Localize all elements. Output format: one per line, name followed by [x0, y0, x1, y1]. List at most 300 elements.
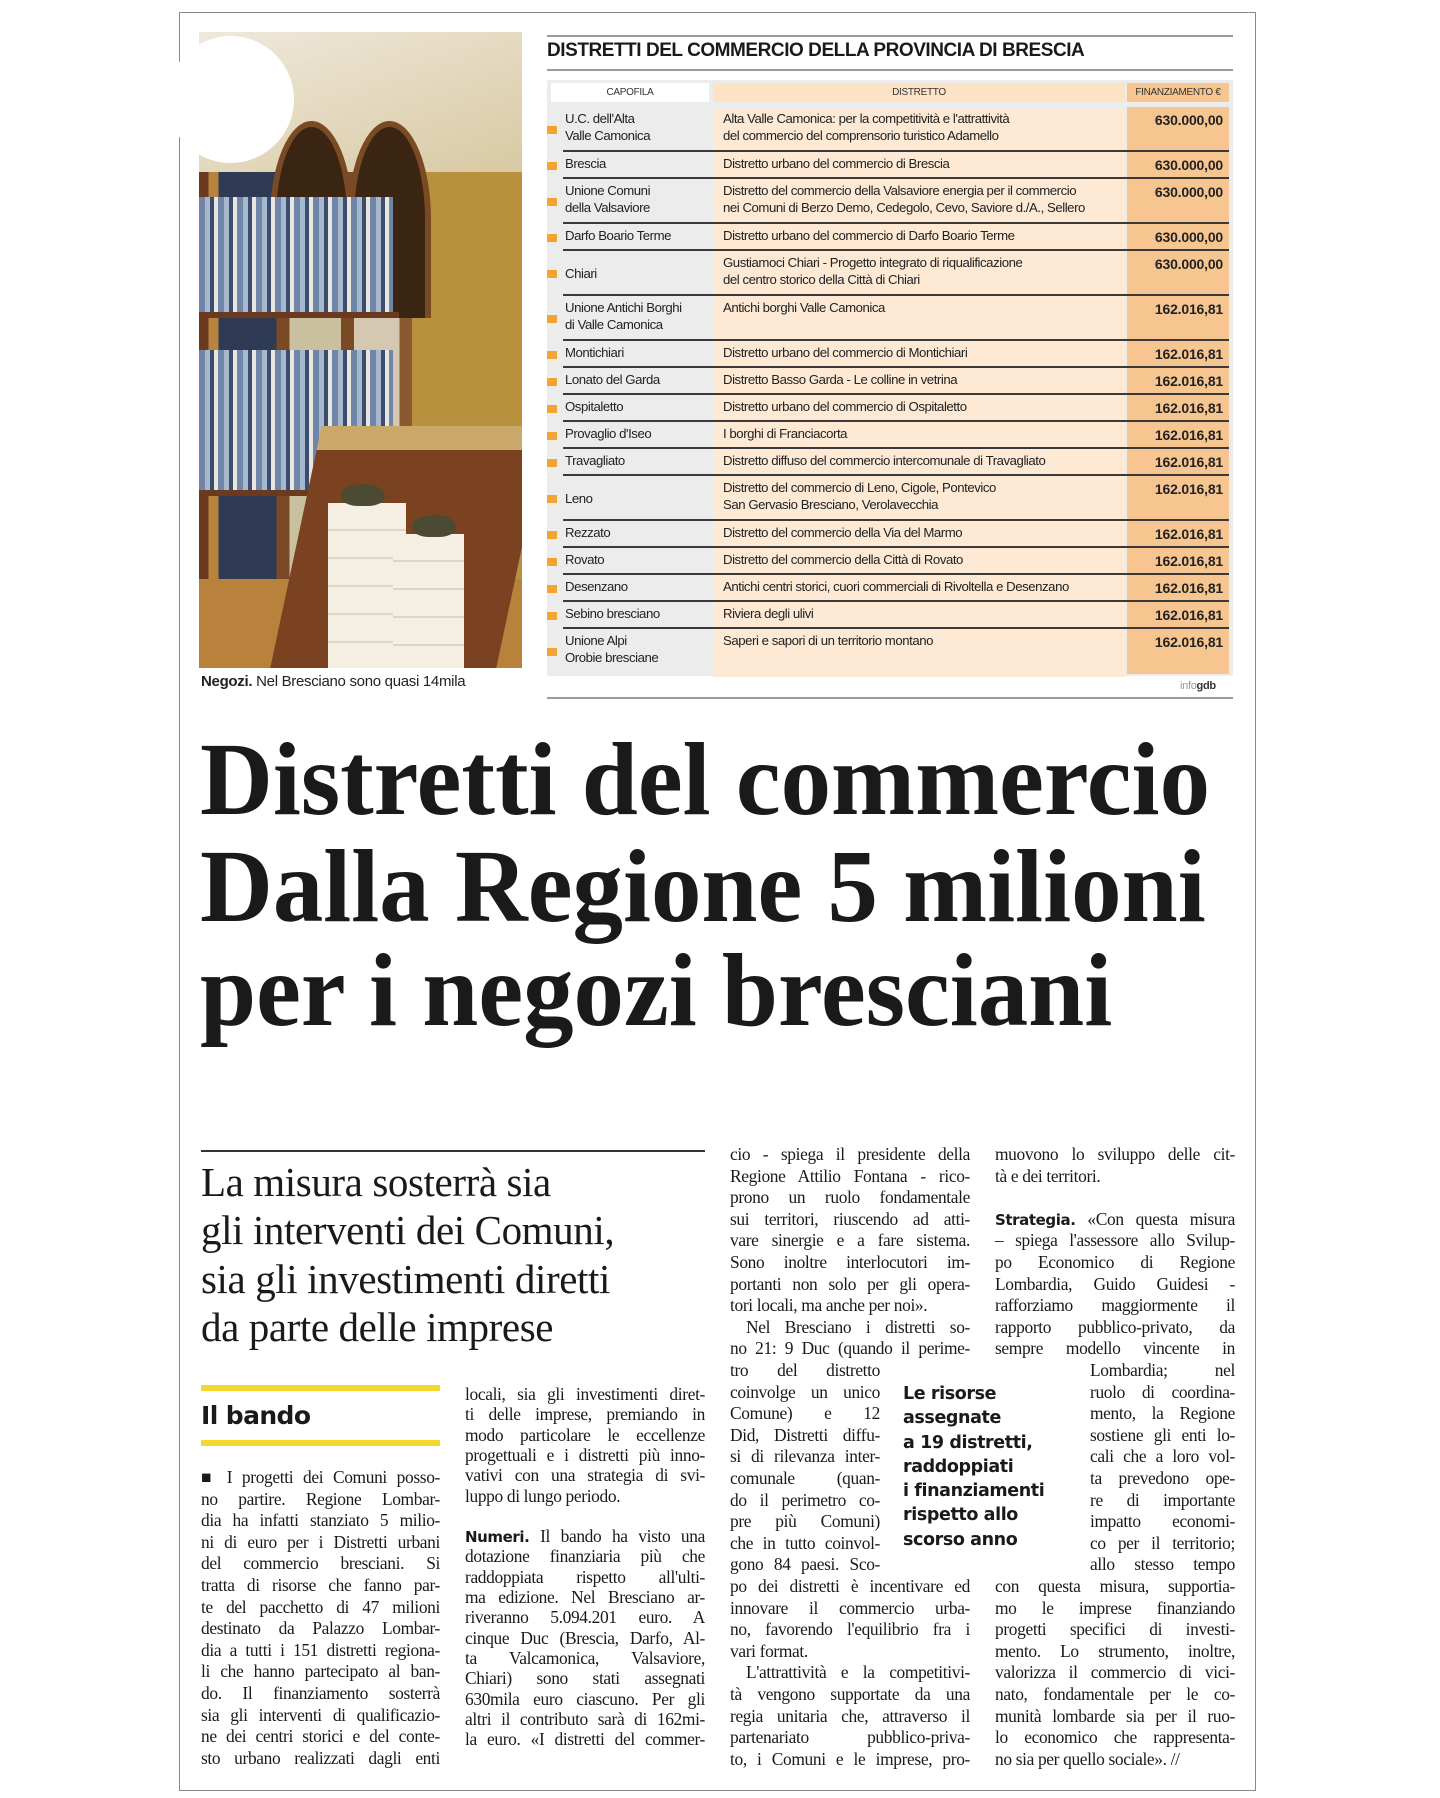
- cell-capofila: [565, 182, 710, 216]
- table-row: [547, 179, 1233, 224]
- line-text: coinvolge un unico: [730, 1381, 880, 1402]
- line-text: Regione Attilio Fontana - rico-: [730, 1165, 970, 1186]
- line-text: Sono inoltre interlocutori im-: [730, 1252, 970, 1272]
- cell-finanziamento: 162.016,81: [1127, 521, 1229, 548]
- line-text: muovono lo sviluppo delle cit-: [995, 1144, 1235, 1164]
- body-text-line: [995, 1144, 1235, 1165]
- body-text-line: [730, 1641, 970, 1662]
- cell-finanziamento: 162.016,81: [1127, 341, 1229, 368]
- body-text-line: [995, 1619, 1235, 1640]
- subheadline: [201, 1158, 614, 1351]
- body-text-line: [201, 1618, 440, 1639]
- line-text: innovare il commercio urba-: [730, 1597, 970, 1618]
- cell-finanziamento: 630.000,00: [1127, 107, 1229, 152]
- line-text: po Economico di Regione: [995, 1252, 1235, 1272]
- line-text: tro del distretto: [730, 1360, 880, 1380]
- cell-distretto: [713, 299, 1125, 344]
- table-row: [547, 107, 1233, 152]
- body-text-line: [1090, 1360, 1235, 1381]
- cell-capofila-line: Montichiari: [565, 345, 624, 360]
- body-text-line: [465, 1709, 705, 1730]
- line-text: regia unitaria che, attraverso il: [730, 1705, 970, 1726]
- body-text-line: [995, 1684, 1235, 1705]
- line-text: tratta di risorse che fanno par-: [201, 1575, 440, 1595]
- line-text: comunale (quan-: [730, 1468, 880, 1488]
- cell-finanziamento: 162.016,81: [1127, 548, 1229, 575]
- body-text-line: [995, 1230, 1235, 1251]
- line-text: re di importante: [1090, 1489, 1235, 1510]
- headline-line-1: Distretti del commercio: [200, 722, 1210, 837]
- subheadline-line: gli interventi dei Comuni,: [201, 1207, 615, 1254]
- pull-quote-line: i finanziamenti: [903, 1481, 1045, 1502]
- cell-finanziamento: 162.016,81: [1127, 575, 1229, 602]
- body-text-line: [995, 1598, 1235, 1619]
- line-text: mento, la Regione: [1090, 1403, 1235, 1424]
- body-text-line: [730, 1749, 970, 1770]
- line-text: vari format.: [730, 1640, 808, 1661]
- row-marker-icon: [547, 648, 557, 656]
- box-top-bar: [201, 1385, 440, 1391]
- box-title: Il bando: [201, 1401, 311, 1430]
- line-text: Did, Distretti diffu-: [730, 1424, 880, 1445]
- line-text: progettuali e i distretti più inno-: [465, 1444, 705, 1465]
- body-text-line: [1090, 1533, 1235, 1554]
- row-marker-icon: [547, 558, 557, 566]
- cell-distretto-line: Distretto urbano del commercio di Brescia: [723, 156, 950, 171]
- cell-distretto-line: del commercio del comprensorio turistico Adamello: [723, 128, 999, 143]
- cell-distretto-line: Distretto Basso Garda - Le colline in vetrina: [723, 372, 958, 387]
- cell-capofila-line: Rovato: [565, 552, 605, 567]
- line-text: tà e dei territori.: [995, 1165, 1101, 1186]
- row-marker-icon: [547, 351, 557, 359]
- cell-capofila-line: Unione Comuni: [565, 183, 651, 198]
- cell-distretto: [713, 632, 1125, 677]
- credit-prefix: info: [1180, 680, 1197, 692]
- line-text: allo stesso tempo: [1090, 1554, 1235, 1575]
- line-text: no sia per quello sociale». //: [995, 1748, 1180, 1769]
- body-text-line: [465, 1465, 705, 1486]
- body-text-line: [995, 1662, 1235, 1683]
- cell-capofila-line: Orobie bresciane: [565, 650, 659, 665]
- subheadline-line: sia gli investimenti diretti: [201, 1255, 610, 1302]
- body-text-line: [465, 1729, 705, 1750]
- line-text: no, favorendo l'equilibrio fra i: [730, 1619, 970, 1640]
- cell-capofila-line: Provaglio d'Iseo: [565, 426, 652, 441]
- header-capofila: CAPOFILA: [551, 83, 709, 102]
- cell-distretto-line: Distretto urbano del commercio di Ospitaletto: [723, 399, 967, 414]
- body-text-line: [730, 1576, 970, 1597]
- table-row: [547, 341, 1233, 368]
- cell-finanziamento: 630.000,00: [1127, 179, 1229, 224]
- infogdb-credit: [1180, 680, 1216, 692]
- photo-caption: [201, 673, 465, 690]
- body-text-line: [730, 1598, 970, 1619]
- body-text-line: [201, 1726, 440, 1747]
- headline-line-2: Dalla Regione 5 milioni: [200, 829, 1206, 944]
- table-row: [547, 251, 1233, 296]
- cell-capofila: [565, 452, 710, 469]
- line-text: modo particolare le eccellenze: [465, 1424, 705, 1445]
- cell-capofila: [565, 490, 710, 507]
- paragraph-lead: Numeri.: [465, 1528, 530, 1547]
- body-text-line: [1090, 1554, 1235, 1575]
- line-text: no 21: 9 Duc (quando il perime-: [730, 1338, 970, 1359]
- body-text-line: [730, 1295, 970, 1316]
- line-text: Lombardia; nel: [1090, 1360, 1235, 1380]
- box-bottom-bar: [201, 1440, 440, 1446]
- line-text: li che hanno partecipato al ban-: [201, 1661, 440, 1682]
- subheadline-rule: [201, 1150, 705, 1152]
- caption-text: Nel Bresciano sono quasi 14mila: [252, 673, 466, 690]
- body-text-line: [201, 1748, 440, 1769]
- line-text: lo economico che rappresenta-: [995, 1727, 1235, 1748]
- line-text: la euro. «I distretti del commer-: [465, 1729, 705, 1750]
- cell-capofila-line: Desenzano: [565, 579, 628, 594]
- body-text-line: [730, 1706, 970, 1727]
- pull-quote-line: Le risorse: [903, 1384, 997, 1404]
- body-text-line: [995, 1252, 1235, 1273]
- cell-capofila-line: Darfo Boario Terme: [565, 228, 671, 243]
- cell-capofila-line: Travagliato: [565, 453, 625, 468]
- pull-quote-line: scorso anno: [903, 1529, 1018, 1550]
- line-text: co per il territorio;: [1090, 1532, 1235, 1553]
- credit-suffix: gdb: [1196, 680, 1216, 692]
- table-row: [547, 476, 1233, 521]
- line-text: locali, sia gli investimenti diret-: [465, 1384, 705, 1404]
- line-text: Comune) e 12: [730, 1403, 880, 1424]
- line-text: vativi con una strategia di svi-: [465, 1465, 705, 1486]
- line-text: do. Il finanziamento sosterrà: [201, 1683, 440, 1703]
- line-text: to, i Comuni e le imprese, pro-: [730, 1748, 970, 1769]
- cell-distretto-line: nei Comuni di Berzo Demo, Cedegolo, Cevo, Saviore d./A., Sellero: [723, 200, 1085, 215]
- body-text-line: [730, 1252, 970, 1273]
- cell-finanziamento: 162.016,81: [1127, 422, 1229, 449]
- cell-capofila-line: Rezzato: [565, 525, 611, 540]
- body-text-line: [730, 1274, 970, 1295]
- cell-capofila: [565, 344, 710, 361]
- row-marker-icon: [547, 270, 557, 278]
- body-text-line: [995, 1641, 1235, 1662]
- cell-distretto-line: Distretto del commercio della Città di Rovato: [723, 552, 963, 567]
- body-text-line: [995, 1295, 1235, 1316]
- cell-capofila: [565, 524, 710, 541]
- row-marker-icon: [547, 234, 557, 242]
- body-text-line: [730, 1511, 880, 1532]
- body-text-line: [995, 1274, 1235, 1295]
- cell-finanziamento: 162.016,81: [1127, 629, 1229, 674]
- body-text-line: [201, 1532, 440, 1553]
- line-text: cali che a loro vol-: [1090, 1446, 1235, 1467]
- body-text-line: [730, 1468, 880, 1489]
- table-row: [547, 422, 1233, 449]
- headline-line-3: per i negozi bresciani: [200, 933, 1113, 1048]
- line-text: luppo di lungo periodo.: [465, 1485, 621, 1506]
- cell-distretto-line: I borghi di Franciacorta: [723, 426, 848, 441]
- cell-finanziamento: 162.016,81: [1127, 395, 1229, 422]
- caption-lead: Negozi.: [201, 673, 253, 690]
- line-text: Nel Bresciano i distretti so-: [746, 1316, 970, 1337]
- body-text-line: [995, 1338, 1235, 1359]
- line-text: portanti non solo per gli opera-: [730, 1273, 970, 1294]
- body-text-line: [201, 1489, 440, 1510]
- cell-distretto-line: Distretto diffuso del commercio intercomunale di Travagliato: [723, 453, 1046, 468]
- table-row: [547, 395, 1233, 422]
- body-text-line: [465, 1689, 705, 1710]
- line-text: Chiari) sono stati assegnati: [465, 1668, 705, 1689]
- cell-capofila: [565, 227, 710, 244]
- white-circle-overlay: [167, 36, 294, 163]
- body-text-line: [995, 1727, 1235, 1748]
- cell-distretto-line: Distretto urbano del commercio di Montichiari: [723, 345, 968, 360]
- body-text-line: [465, 1587, 705, 1608]
- line-text: sto urbano realizzati dagli enti: [201, 1747, 440, 1768]
- cell-capofila: [565, 578, 710, 595]
- row-marker-icon: [547, 495, 557, 503]
- line-text: tà vengono supportate da una: [730, 1684, 970, 1704]
- body-text-line: [730, 1230, 970, 1251]
- body-text-line: [730, 1425, 880, 1446]
- cell-capofila: [565, 605, 710, 622]
- table-top-rule: [547, 35, 1233, 37]
- pull-quote-line: a 19 distretti,: [903, 1432, 1033, 1453]
- line-text: dotazione finanziaria più che: [465, 1546, 705, 1567]
- body-text-line: [465, 1607, 705, 1628]
- line-text: sui territori, riuscendo ad atti-: [730, 1208, 970, 1229]
- cell-capofila: [565, 425, 710, 442]
- line-text: cinque Duc (Brescia, Darfo, Al-: [465, 1627, 705, 1648]
- body-text-line: [465, 1668, 705, 1689]
- line-text: che in tutto coinvol-: [730, 1532, 880, 1553]
- cell-finanziamento: 162.016,81: [1127, 602, 1229, 629]
- body-text-line: [730, 1209, 970, 1230]
- cell-capofila: [565, 398, 710, 415]
- body-text-line: [995, 1706, 1235, 1727]
- cell-distretto-line: Antichi borghi Valle Camonica: [723, 300, 885, 315]
- line-text: ta Valcamonica, Valsaviore,: [465, 1647, 705, 1668]
- line-text: dia ha infatti stanziato 5 milio-: [201, 1510, 440, 1531]
- pull-quote-line: rispetto allo: [903, 1505, 1018, 1526]
- table-row: [547, 548, 1233, 575]
- line-text: no partire. Regione Lombar-: [201, 1488, 440, 1509]
- cell-capofila: [565, 299, 710, 333]
- table-bottom-rule: [547, 697, 1233, 699]
- cell-capofila-line: Valle Camonica: [565, 128, 651, 143]
- body-text-line: [201, 1640, 440, 1661]
- table-row: [547, 575, 1233, 602]
- row-marker-icon: [547, 162, 557, 170]
- body-text-line: [1090, 1382, 1235, 1403]
- cell-capofila: [565, 110, 710, 144]
- body-text-line: [730, 1533, 880, 1554]
- cell-distretto-line: Distretto del commercio di Leno, Cigole, Pontevico: [723, 480, 996, 495]
- body-text-line: [730, 1403, 880, 1424]
- body-text-line: [201, 1467, 440, 1488]
- body-text-line: [465, 1567, 705, 1588]
- body-text-line: [465, 1486, 705, 1507]
- table-row: [547, 629, 1233, 674]
- body-text-line: [730, 1490, 880, 1511]
- line-text: partenariato pubblico-priva-: [730, 1727, 970, 1748]
- cell-capofila: [565, 632, 710, 666]
- body-text-line: [730, 1187, 970, 1208]
- cell-capofila-line: Leno: [565, 490, 593, 506]
- cell-capofila-line: Chiari: [565, 265, 597, 281]
- line-text: sempre modello vincente in: [995, 1338, 1235, 1359]
- cell-capofila: [565, 265, 710, 282]
- body-text-line: [730, 1338, 970, 1359]
- body-text-line: [201, 1705, 440, 1726]
- table-row: [547, 368, 1233, 395]
- table-row: [547, 224, 1233, 251]
- line-text: cio - spiega il presidente della: [730, 1144, 970, 1164]
- line-text: gono 84 paesi. Sco-: [730, 1554, 880, 1575]
- table-title: DISTRETTI DEL COMMERCIO DELLA PROVINCIA DI BRESCIA: [547, 40, 1085, 61]
- line-text: Lombardia, Guido Guidesi -: [995, 1273, 1235, 1294]
- body-text-line: [1090, 1403, 1235, 1424]
- line-text: raddoppiata rispetto all'ulti-: [465, 1566, 705, 1587]
- cell-finanziamento: 162.016,81: [1127, 368, 1229, 395]
- row-marker-icon: [547, 378, 557, 386]
- body-text-line: [730, 1727, 970, 1748]
- line-text: sia gli interventi di qualificazio-: [201, 1704, 440, 1725]
- cell-distretto-line: Riviera degli ulivi: [723, 606, 814, 621]
- line-text: ne dei centri storici e del conte-: [201, 1726, 440, 1747]
- table-title-rule: [547, 69, 1233, 71]
- line-text: ruolo di coordina-: [1090, 1381, 1235, 1402]
- body-text-line: [995, 1749, 1235, 1770]
- body-text-line: [730, 1382, 880, 1403]
- cell-capofila-line: della Valsaviore: [565, 200, 650, 215]
- line-text: mo le imprese finanziando: [995, 1597, 1235, 1618]
- cell-capofila-line: Sebino bresciano: [565, 606, 660, 621]
- subheadline-line: La misura sosterrà sia: [201, 1159, 551, 1205]
- districts-table: [547, 80, 1233, 676]
- body-text-line: [1090, 1425, 1235, 1446]
- header-distretto: DISTRETTO: [713, 83, 1125, 102]
- table-row: [547, 449, 1233, 476]
- table-row: [547, 521, 1233, 548]
- row-marker-icon: [547, 612, 557, 620]
- line-text: dia a tutti i 151 distretti regiona-: [201, 1639, 440, 1660]
- body-text-line: [995, 1209, 1235, 1230]
- header-finanziamento: FINANZIAMENTO €: [1127, 83, 1229, 102]
- body-text-line: [730, 1619, 970, 1640]
- line-text: L'attrattività e la competitivi-: [746, 1662, 970, 1683]
- cell-finanziamento: 630.000,00: [1127, 152, 1229, 179]
- cell-distretto-line: del centro storico della Città di Chiari: [723, 272, 920, 287]
- line-text: del commercio bresciani. Si: [201, 1553, 440, 1574]
- body-text-line: [201, 1575, 440, 1596]
- cell-distretto-line: Saperi e sapori di un territorio montano: [723, 633, 933, 648]
- cell-finanziamento: 630.000,00: [1127, 224, 1229, 251]
- body-text-line: [1090, 1468, 1235, 1489]
- body-text-line: [1090, 1490, 1235, 1511]
- line-text: «Con questa misura: [1075, 1208, 1235, 1229]
- line-text: pre più Comuni): [730, 1511, 880, 1532]
- subheadline-line: da parte delle imprese: [201, 1303, 554, 1350]
- line-text: prono un ruolo fondamentale: [730, 1187, 970, 1208]
- table-row: [547, 602, 1233, 629]
- cell-finanziamento: 162.016,81: [1127, 296, 1229, 341]
- body-text-line: [746, 1662, 970, 1683]
- body-text-line: [995, 1317, 1235, 1338]
- body-text-line: [465, 1384, 705, 1405]
- cell-capofila-line: Unione Alpi: [565, 633, 627, 648]
- row-marker-icon: [547, 315, 557, 323]
- body-text-line: [1090, 1446, 1235, 1467]
- cell-distretto-line: San Gervasio Bresciano, Verolavecchia: [723, 497, 938, 512]
- cell-capofila-line: Ospitaletto: [565, 399, 624, 414]
- cell-capofila: [565, 551, 710, 568]
- cell-distretto-line: Gustiamoci Chiari - Progetto integrato di riqualificazione: [723, 255, 1023, 270]
- cell-finanziamento: 162.016,81: [1127, 449, 1229, 476]
- row-marker-icon: [547, 126, 557, 134]
- body-text-line: [1090, 1511, 1235, 1532]
- cell-distretto: [713, 182, 1125, 227]
- line-text: impatto economi-: [1090, 1511, 1235, 1532]
- body-text-line: [465, 1628, 705, 1649]
- line-text: sostiene gli enti lo-: [1090, 1424, 1235, 1445]
- paragraph-lead: Strategia.: [995, 1210, 1076, 1229]
- line-text: valorizza il commercio di vici-: [995, 1662, 1235, 1683]
- body-text-line: [465, 1648, 705, 1669]
- line-text: progetti specifici di investi-: [995, 1619, 1235, 1640]
- cell-distretto: [713, 254, 1125, 299]
- line-text: vare sinergie e a fare sistema.: [730, 1230, 970, 1251]
- line-text: nato, fondamentale per le co-: [995, 1684, 1235, 1704]
- body-text-line: [730, 1144, 970, 1165]
- body-text-line: [201, 1510, 440, 1531]
- cell-capofila-line: di Valle Camonica: [565, 317, 663, 332]
- table-row: [547, 152, 1233, 179]
- cell-distretto-line: Antichi centri storici, cuori commerciali di Rivoltella e Desenzano: [723, 579, 1069, 594]
- body-text-line: [465, 1546, 705, 1567]
- cell-capofila-line: U.C. dell'Alta: [565, 111, 635, 126]
- cell-distretto-line: Distretto del commercio della Via del Marmo: [723, 525, 963, 540]
- row-marker-icon: [547, 432, 557, 440]
- cell-capofila: [565, 155, 710, 172]
- line-text: ■ I progetti dei Comuni posso-: [201, 1467, 440, 1487]
- cell-distretto-line: Alta Valle Camonica: per la competitività e l'attrattività: [723, 111, 1010, 126]
- line-text: te del pacchetto di 47 milioni: [201, 1596, 440, 1617]
- body-text-line: [746, 1317, 970, 1338]
- cell-capofila-line: Unione Antichi Borghi: [565, 300, 682, 315]
- cell-distretto-line: Distretto del commercio della Valsaviore energia per il commercio: [723, 183, 1077, 198]
- body-text-line: [730, 1166, 970, 1187]
- line-text: rapporto pubblico-privato, da: [995, 1316, 1235, 1337]
- cell-capofila-line: Lonato del Garda: [565, 372, 660, 387]
- cell-finanziamento: 630.000,00: [1127, 251, 1229, 296]
- line-text: destinato da Palazzo Lombar-: [201, 1618, 440, 1639]
- line-text: ma edizione. Nel Bresciano ar-: [465, 1587, 705, 1607]
- body-text-line: [465, 1445, 705, 1466]
- body-text-line: [201, 1661, 440, 1682]
- line-text: 630mila euro ciascuno. Per gli: [465, 1688, 705, 1709]
- line-text: do il perimetro co-: [730, 1489, 880, 1510]
- body-text-line: [465, 1425, 705, 1446]
- body-text-line: [201, 1597, 440, 1618]
- body-text-line: [730, 1554, 880, 1575]
- body-text-line: [465, 1526, 705, 1547]
- line-text: ta prevedono ope-: [1090, 1468, 1235, 1488]
- row-marker-icon: [547, 459, 557, 467]
- row-marker-icon: [547, 405, 557, 413]
- line-text: ti delle imprese, premiando in: [465, 1404, 705, 1425]
- line-text: mento. Lo strumento, inoltre,: [995, 1640, 1235, 1661]
- line-text: Il bando ha visto una: [529, 1526, 705, 1547]
- line-text: munità lombarde sia per il ruo-: [995, 1705, 1235, 1726]
- line-text: tori locali, ma anche per noi».: [730, 1295, 928, 1316]
